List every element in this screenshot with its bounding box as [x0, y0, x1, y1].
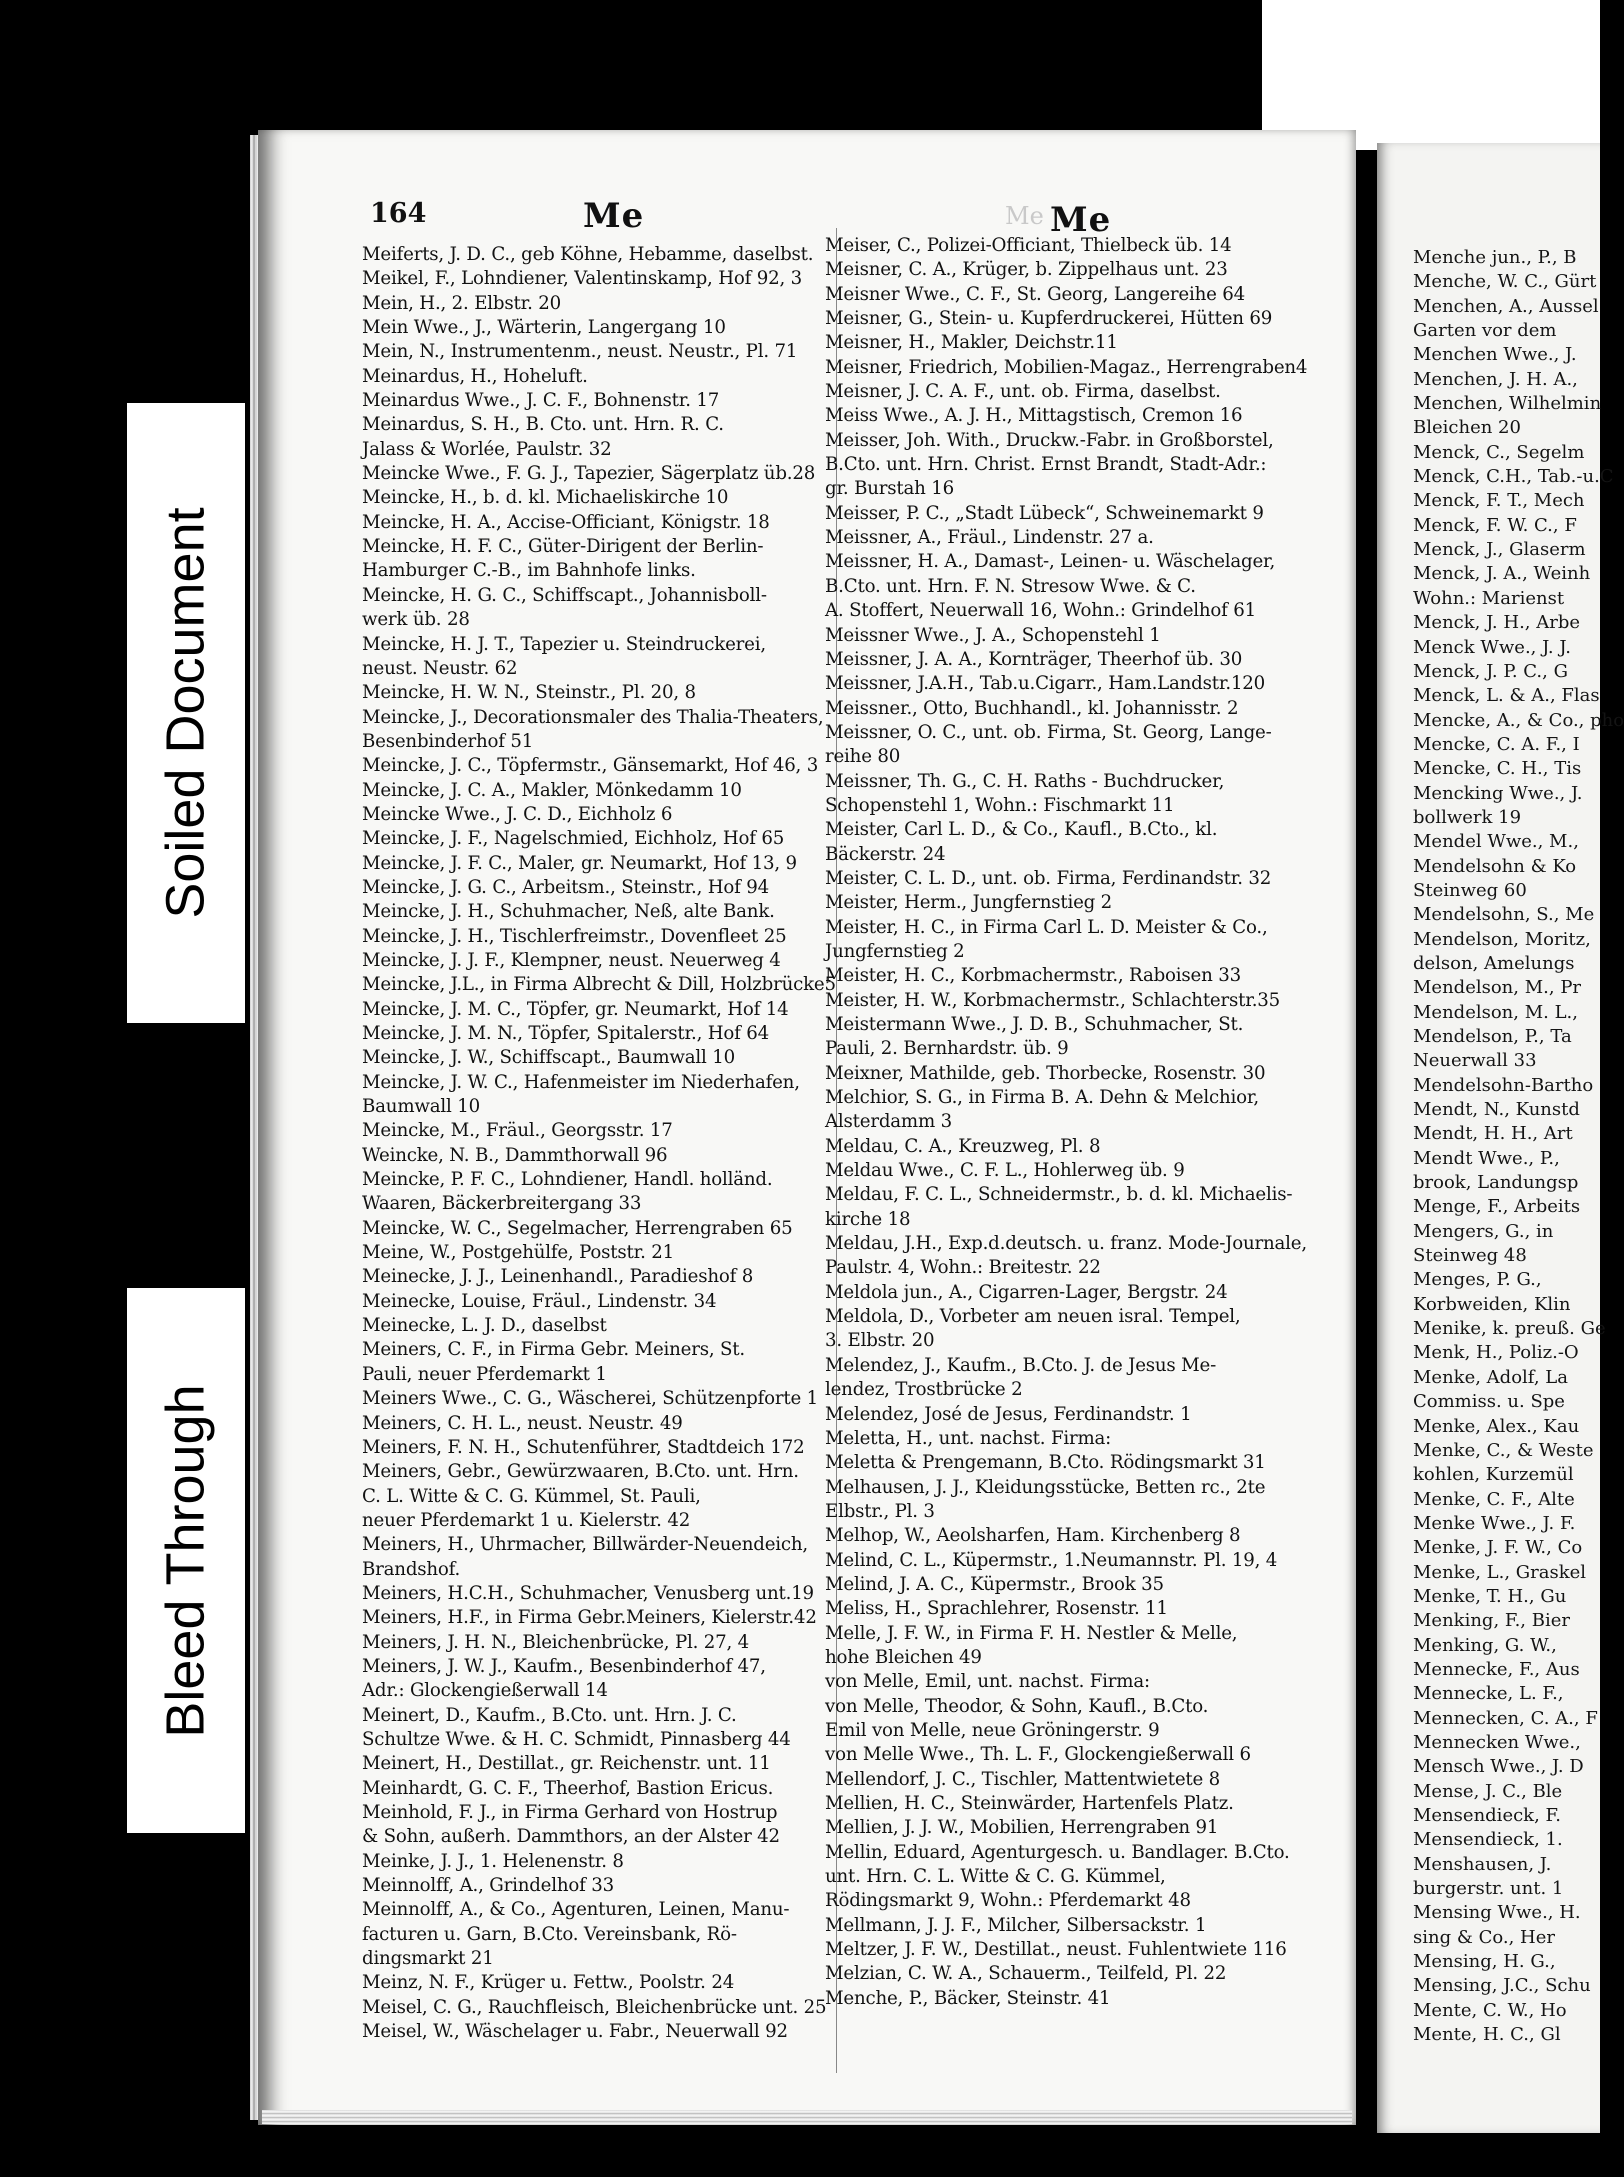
directory-entry-line: Mensing, H. G., — [1413, 1951, 1556, 1973]
directory-entry-line: Meinecke, Louise, Fräul., Lindenstr. 34 — [362, 1290, 717, 1312]
directory-entry-line: Melind, J. A. C., Küpermstr., Brook 35 — [825, 1573, 1164, 1595]
directory-entry-line: Mendelson, Moritz, — [1413, 928, 1591, 950]
directory-entry-line: Melhausen, J. J., Kleidungsstücke, Betten rc., 2te — [825, 1476, 1266, 1498]
directory-entry-line: Meincke, J. H., Tischlerfreimstr., Dovenfleet 25 — [362, 925, 787, 947]
directory-entry-line: Meincke, J. F. C., Maler, gr. Neumarkt, Hof 13, 9 — [362, 852, 797, 874]
directory-entry-line: hohe Bleichen 49 — [825, 1646, 982, 1668]
directory-entry-line: Meiners, J. H. N., Bleichenbrücke, Pl. 27, 4 — [362, 1631, 750, 1653]
directory-entry-line: Menchen, J. H. A., — [1413, 368, 1578, 390]
directory-entry-line: Meinhold, F. J., in Firma Gerhard von Hostrup — [362, 1802, 778, 1823]
directory-entry-line: Neuerwall 33 — [1413, 1050, 1537, 1072]
directory-entry-line: Meine, W., Postgehülfe, Poststr. 21 — [362, 1242, 675, 1264]
directory-entry-line: Meincke, J. G. C., Arbeitsm., Steinstr., Hof 94 — [362, 876, 770, 898]
directory-entry-line: Meister, H. C., in Firma Carl L. D. Meister & Co., — [825, 916, 1268, 938]
directory-entry-line: Meissner, Th. G., C. H. Raths - Buchdrucker, — [825, 770, 1225, 792]
directory-entry-line: Menck, C., Segelm — [1413, 441, 1585, 463]
directory-entry-line: Meiners Wwe., C. G., Wäscherei, Schützenpforte 1 — [362, 1388, 818, 1410]
directory-entry-line: Mendelson, M. L., — [1413, 1001, 1578, 1023]
directory-entry-line: Meisner, C. A., Krüger, b. Zippelhaus unt. 23 — [825, 259, 1228, 281]
directory-entry-line: Meinert, H., Destillat., gr. Reichenstr. unt. 11 — [362, 1753, 771, 1775]
directory-entry-line: Meiners, C. F., in Firma Gebr. Meiners, St. — [362, 1339, 745, 1361]
directory-entry-line: Mein Wwe., J., Wärterin, Langergang 10 — [362, 317, 726, 339]
directory-entry-line: Mendelsohn-Bartho — [1413, 1074, 1594, 1096]
directory-entry-line: Meisner, J. C. A. F., unt. ob. Firma, daselbst. — [825, 381, 1221, 403]
directory-entry-line: Meincke, W. C., Segelmacher, Herrengraben 65 — [362, 1217, 793, 1239]
directory-entry-line: Meister, Herm., Jungfernstieg 2 — [825, 892, 1113, 914]
directory-entry-line: & Sohn, außerh. Dammthors, an der Alster 42 — [362, 1826, 780, 1848]
directory-entry-line: Menchen, Wilhelmin — [1413, 393, 1602, 415]
directory-entry-line: Meincke, J. F., Nagelschmied, Eichholz, Hof 65 — [362, 828, 785, 850]
directory-entry-line: Menike, k. preuß. Ge — [1413, 1318, 1606, 1340]
directory-entry-line: Meissner, O. C., unt. ob. Firma, St. Georg, Lange- — [825, 721, 1272, 743]
directory-entry-line: Menche, P., Bäcker, Steinstr. 41 — [825, 1987, 1111, 2009]
directory-entry-line: Menke, J. F. W., Co — [1413, 1537, 1583, 1559]
directory-entry-line: Jungfernstieg 2 — [825, 940, 965, 962]
directory-entry-line: Emil von Melle, neue Gröningerstr. 9 — [825, 1719, 1160, 1741]
directory-entry-line: Mendt Wwe., P., — [1413, 1147, 1560, 1169]
directory-entry-line: Menck, J. A., Weinh — [1413, 563, 1591, 585]
directory-entry-line: Meikel, F., Lohndiener, Valentinskamp, Hof 92, 3 — [362, 268, 802, 290]
directory-entry-line: Menke, Adolf, La — [1413, 1366, 1568, 1388]
directory-entry-line: Mellin, Eduard, Agenturgesch. u. Bandlager. B.Cto. — [825, 1841, 1290, 1863]
page-number: 164 — [370, 198, 427, 229]
directory-entry-line: Meisel, W., Wäschelager u. Fabr., Neuerwall 92 — [362, 2021, 788, 2043]
directory-entry-line: Mendelsohn & Ko — [1413, 855, 1577, 877]
directory-entry-line: Meinhardt, G. C. F., Theerhof, Bastion Ericus. — [362, 1777, 774, 1799]
directory-entry-line: Mennecken, C. A., F — [1413, 1707, 1598, 1729]
directory-entry-line: bollwerk 19 — [1413, 806, 1522, 828]
directory-entry-line: Mencke, A., & Co., pho — [1413, 709, 1624, 731]
directory-entry-line: Mendelson, P., Ta — [1413, 1026, 1572, 1047]
directory-entry-line: Meletta, H., unt. nachst. Firma: — [825, 1427, 1112, 1449]
directory-entry-line: Meincke, H. A., Accise-Officiant, Königstr. 18 — [362, 511, 770, 533]
directory-entry-line: Mendelsohn, S., Me — [1413, 904, 1595, 926]
directory-entry-line: werk üb. 28 — [362, 609, 470, 631]
directory-entry-line: Brandshof. — [362, 1558, 461, 1580]
middle-column — [825, 234, 1308, 2011]
directory-entry-line: Menck, J. H., Arbe — [1413, 612, 1581, 634]
directory-entry-line: Wohn.: Marienst — [1413, 587, 1565, 609]
directory-entry-line: 3. Elbstr. 20 — [825, 1330, 935, 1352]
directory-entry-line: Hamburger C.-B., im Bahnhofe links. — [362, 560, 696, 582]
directory-entry-line: Menking, G. W., — [1413, 1634, 1557, 1656]
directory-entry-line: Mensing Wwe., H. — [1413, 1902, 1581, 1924]
directory-entry-line: A. Stoffert, Neuerwall 16, Wohn.: Grindelhof 61 — [825, 600, 1257, 622]
directory-entry-line: Melind, C. L., Küpermstr., 1.Neumannstr. Pl. 19, 4 — [825, 1549, 1278, 1571]
directory-entry-line: sing & Co., Her — [1413, 1926, 1555, 1948]
directory-entry-line: Menking, F., Bier — [1413, 1610, 1570, 1632]
directory-entry-line: Schultze Wwe. & H. C. Schmidt, Pinnasberg 44 — [362, 1728, 791, 1750]
directory-entry-line: Mente, C. W., Ho — [1413, 1999, 1567, 2021]
directory-entry-line: Meldau, C. A., Kreuzweg, Pl. 8 — [825, 1135, 1101, 1157]
directory-entry-line: Melendez, José de Jesus, Ferdinandstr. 1 — [825, 1403, 1192, 1425]
directory-entry-line: Mense, J. C., Ble — [1413, 1780, 1563, 1802]
directory-entry-line: Meincke, H. J. T., Tapezier u. Steindruckerei, — [362, 633, 766, 655]
directory-entry-line: Mencke, C. A. F., I — [1413, 733, 1580, 755]
directory-entry-line: kirche 18 — [825, 1208, 911, 1230]
directory-entry-line: neust. Neustr. 62 — [362, 657, 518, 679]
directory-entry-line: Weincke, N. B., Dammthorwall 96 — [362, 1144, 668, 1166]
bleed-through-heading: Me — [1005, 202, 1044, 230]
directory-entry-line: neuer Pferdemarkt 1 u. Kielerstr. 42 — [362, 1509, 691, 1531]
directory-entry-line: Melchior, S. G., in Firma B. A. Dehn & Melchior, — [825, 1087, 1259, 1109]
directory-entry-line: Menck, C.H., Tab.-u.C — [1413, 466, 1614, 488]
directory-entry-line: Meldola jun., A., Cigarren-Lager, Bergstr. 24 — [825, 1281, 1228, 1303]
bleed-through-label — [127, 1288, 245, 1833]
directory-entry-line: Steinweg 48 — [1413, 1245, 1527, 1267]
directory-entry-line: Meissner., Otto, Buchhandl., kl. Johannisstr. 2 — [825, 697, 1239, 719]
directory-entry-line: Menke Wwe., J. F. — [1413, 1512, 1576, 1534]
directory-entry-line: Meiners, C. H. L., neust. Neustr. 49 — [362, 1412, 683, 1434]
directory-entry-line: Steinweg 60 — [1413, 879, 1527, 901]
directory-entry-line: Waaren, Bäckerbreitergang 33 — [362, 1193, 642, 1215]
directory-entry-line: Commiss. u. Spe — [1413, 1391, 1565, 1413]
directory-entry-line: Meinke, J. J., 1. Helenenstr. 8 — [362, 1850, 624, 1872]
directory-entry-line: Meinardus, H., Hoheluft. — [362, 365, 588, 387]
directory-entry-line: Jalass & Worlée, Paulstr. 32 — [362, 438, 612, 460]
directory-entry-line: Meinecke, J. J., Leinenhandl., Paradieshof 8 — [362, 1266, 754, 1288]
directory-entry-line: Bleichen 20 — [1413, 417, 1521, 439]
directory-entry-line: Meister, H. C., Korbmachermstr., Raboisen 33 — [825, 965, 1241, 987]
directory-entry-line: reihe 80 — [825, 746, 901, 768]
directory-entry-line: Meissner, A., Fräul., Lindenstr. 27 a. — [825, 527, 1154, 549]
directory-entry-line: Meincke, P. F. C., Lohndiener, Handl. holländ. — [362, 1169, 773, 1191]
directory-entry-line: Meisner, G., Stein- u. Kupferdruckerei, Hütten 69 — [825, 308, 1273, 330]
directory-entry-line: Meliss, H., Sprachlehrer, Rosenstr. 11 — [825, 1598, 1168, 1620]
directory-entry-line: Menges, P. G., — [1413, 1269, 1542, 1291]
directory-entry-line: von Melle Wwe., Th. L. F., Glockengießerwall 6 — [825, 1744, 1251, 1766]
right-column-heading: Me — [1050, 200, 1112, 240]
directory-entry-line: Mensendieck, 1. — [1413, 1829, 1563, 1851]
directory-entry-line: Melzian, C. W. A., Schauerm., Teilfeld, Pl. 22 — [825, 1963, 1227, 1985]
directory-entry-line: Meister, C. L. D., unt. ob. Firma, Ferdinandstr. 32 — [825, 867, 1272, 889]
directory-entry-line: Meiferts, J. D. C., geb Köhne, Hebamme, daselbst. — [362, 244, 814, 265]
directory-entry-line: gr. Burstah 16 — [825, 478, 954, 500]
directory-entry-line: Korbweiden, Klin — [1413, 1293, 1571, 1315]
directory-entry-line: Menck Wwe., J. J. — [1413, 636, 1571, 658]
directory-entry-line: Menk, H., Poliz.-O — [1413, 1342, 1579, 1364]
directory-entry-line: Meinert, D., Kaufm., B.Cto. unt. Hrn. J. C. — [362, 1704, 737, 1726]
directory-entry-line: Menck, F. T., Mech — [1413, 490, 1585, 512]
directory-entry-line: Meissner, H. A., Damast-, Leinen- u. Wäschelager, — [825, 551, 1276, 573]
directory-entry-line: Meiners, H., Uhrmacher, Billwärder-Neuendeich, — [362, 1534, 808, 1556]
directory-entry-line: Menke, Alex., Kau — [1413, 1415, 1580, 1437]
directory-entry-line: Meiners, H.C.H., Schuhmacher, Venusberg unt.19 — [362, 1582, 814, 1604]
directory-entry-line: Adr.: Glockengießerwall 14 — [362, 1680, 608, 1702]
directory-entry-line: Mencking Wwe., J. — [1413, 782, 1583, 804]
directory-entry-line: Bäckerstr. 24 — [825, 843, 946, 865]
directory-entry-line: Mensing, J.C., Schu — [1413, 1975, 1591, 1997]
directory-entry-line: Rödingsmarkt 9, Wohn.: Pferdemarkt 48 — [825, 1890, 1191, 1912]
directory-entry-line: dingsmarkt 21 — [362, 1948, 494, 1970]
directory-entry-line: Meinardus Wwe., J. C. F., Bohnenstr. 17 — [362, 390, 720, 412]
directory-entry-line: Paulstr. 4, Wohn.: Breitestr. 22 — [825, 1257, 1101, 1279]
directory-entry-line: delson, Amelungs — [1413, 952, 1575, 974]
directory-entry-line: Menke, T. H., Gu — [1413, 1585, 1567, 1607]
soiled-document-label — [127, 403, 245, 1023]
directory-entry-line: Mennecken Wwe., — [1413, 1731, 1581, 1753]
right-page-top-margin — [1262, 0, 1600, 150]
directory-entry-line: Mennecke, F., Aus — [1413, 1658, 1580, 1680]
directory-entry-line: Mengers, G., in — [1413, 1220, 1554, 1242]
directory-entry-line: Meisner, H., Makler, Deichstr.11 — [825, 332, 1118, 354]
directory-entry-line: Mellmann, J. J. F., Milcher, Silbersackstr. 1 — [825, 1914, 1207, 1936]
directory-entry-line: Meldola, D., Vorbeter am neuen isral. Tempel, — [825, 1306, 1241, 1328]
directory-entry-line: Mendt, N., Kunstd — [1413, 1099, 1580, 1121]
directory-entry-line: Meincke, J. C., Töpfermstr., Gänsemarkt, Hof 46, 3 — [362, 755, 819, 777]
directory-entry-line: C. L. Witte & C. G. Kümmel, St. Pauli, — [362, 1485, 701, 1507]
directory-entry-line: Mencke, C. H., Tis — [1413, 758, 1582, 780]
directory-entry-line: Mellien, J. J. W., Mobilien, Herrengraben 91 — [825, 1817, 1219, 1839]
directory-entry-line: Meincke, J. W. C., Hafenmeister im Niederhafen, — [362, 1071, 800, 1093]
bleed-through-text: Bleed Through — [156, 1383, 216, 1738]
directory-entry-line: Melle, J. F. W., in Firma F. H. Nestler & Melle, — [825, 1622, 1238, 1644]
directory-entry-line: Meincke, J. H., Schuhmacher, Neß, alte Bank. — [362, 901, 775, 923]
directory-entry-line: Meincke, H., b. d. kl. Michaeliskirche 10 — [362, 487, 729, 509]
directory-entry-line: Meincke, J. C. A., Makler, Mönkedamm 10 — [362, 779, 742, 801]
directory-entry-line: Meister, H. W., Korbmachermstr., Schlachterstr.35 — [825, 989, 1281, 1011]
directory-entry-line: Melhop, W., Aeolsharfen, Ham. Kirchenberg 8 — [825, 1525, 1241, 1547]
directory-entry-line: B.Cto. unt. Hrn. F. N. Stresow Wwe. & C. — [825, 575, 1196, 597]
directory-entry-line: Meistermann Wwe., J. D. B., Schuhmacher, St. — [825, 1014, 1244, 1035]
directory-entry-line: Menchen, A., Aussel — [1413, 295, 1599, 317]
directory-entry-line: Meisel, C. G., Rauchfleisch, Bleichenbrücke unt. 25 — [362, 1996, 827, 2018]
directory-entry-line: Pauli, 2. Bernhardstr. üb. 9 — [825, 1038, 1069, 1060]
directory-entry-line: kohlen, Kurzemül — [1413, 1464, 1574, 1486]
directory-entry-line: Meisser, P. C., „Stadt Lübeck“, Schweinemarkt 9 — [825, 502, 1264, 524]
directory-entry-line: Menge, F., Arbeits — [1413, 1196, 1581, 1218]
directory-entry-line: Meixner, Mathilde, geb. Thorbecke, Rosenstr. 30 — [825, 1062, 1266, 1084]
directory-entry-line: Meinardus, S. H., B. Cto. unt. Hrn. R. C. — [362, 414, 724, 436]
directory-entry-line: Elbstr., Pl. 3 — [825, 1500, 935, 1522]
directory-entry-line: Meinz, N. F., Krüger u. Fettw., Poolstr. 24 — [362, 1972, 735, 1994]
directory-entry-line: Meincke, J. M. N., Töpfer, Spitalerstr., Hof 64 — [362, 1023, 770, 1044]
directory-entry-line: Mein, H., 2. Elbstr. 20 — [362, 292, 561, 314]
directory-entry-line: Meldau, J.H., Exp.d.deutsch. u. franz. Mode-Journale, — [825, 1233, 1307, 1255]
directory-entry-line: Meissner, J.A.H., Tab.u.Cigarr., Ham.Landstr.120 — [825, 673, 1266, 695]
directory-entry-line: Meincke, J. M. C., Töpfer, gr. Neumarkt, Hof 14 — [362, 998, 789, 1020]
directory-entry-line: Menshausen, J. — [1413, 1853, 1552, 1875]
directory-entry-line: Meinnolff, A., Grindelhof 33 — [362, 1875, 614, 1897]
directory-entry-line: Mendelson, M., Pr — [1413, 977, 1582, 999]
directory-entry-line: Menck, L. & A., Flas — [1413, 685, 1600, 707]
directory-entry-line: Meiners, F. N. H., Schutenführer, Stadtdeich 172 — [362, 1436, 805, 1458]
directory-entry-line: Meincke, J., Decorationsmaler des Thalia-Theaters, — [362, 706, 824, 728]
directory-entry-line: Mendel Wwe., M., — [1413, 831, 1579, 853]
directory-entry-line: Meltzer, J. F. W., Destillat., neust. Fuhlentwiete 116 — [825, 1939, 1287, 1961]
directory-entry-line: lendez, Trostbrücke 2 — [825, 1379, 1023, 1401]
directory-entry-line: Menck, J. P. C., G — [1413, 660, 1568, 682]
directory-entry-line: Menck, J., Glaserm — [1413, 539, 1586, 561]
left-column-heading: Me — [583, 196, 645, 236]
directory-entry-line: B.Cto. unt. Hrn. Christ. Ernst Brandt, Stadt-Adr.: — [825, 454, 1267, 476]
directory-entry-line: Menck, F. W. C., F — [1413, 514, 1577, 536]
directory-entry-line: Meissner Wwe., J. A., Schopenstehl 1 — [825, 624, 1161, 646]
directory-entry-line: Meiners, Gebr., Gewürzwaaren, B.Cto. unt. Hrn. — [362, 1461, 799, 1483]
directory-entry-line: Meiners, J. W. J., Kaufm., Besenbinderhof 47, — [362, 1655, 766, 1677]
directory-entry-line: Menke, C. F., Alte — [1413, 1488, 1575, 1510]
directory-entry-line: Mellendorf, J. C., Tischler, Mattentwietete 8 — [825, 1768, 1221, 1790]
directory-entry-line: Meincke, J.L., in Firma Albrecht & Dill, Holzbrücke5 — [362, 974, 836, 996]
directory-entry-line: Meincke, J. W., Schiffscapt., Baumwall 10 — [362, 1047, 735, 1069]
directory-entry-line: Meldau Wwe., C. F. L., Hohlerweg üb. 9 — [825, 1160, 1185, 1182]
soiled-document-text: Soiled Document — [156, 507, 217, 919]
directory-entry-line: burgerstr. unt. 1 — [1413, 1878, 1564, 1900]
directory-entry-line: Meletta & Prengemann, B.Cto. Rödingsmarkt 31 — [825, 1452, 1266, 1474]
directory-entry-line: Mente, H. C., Gl — [1413, 2024, 1561, 2046]
right-page-column — [1413, 246, 1624, 2047]
directory-entry-line: Mennecke, L. F., — [1413, 1683, 1564, 1705]
left-column — [362, 243, 836, 2044]
directory-entry-line: Meiss Wwe., A. J. H., Mittagstisch, Cremon 16 — [825, 405, 1243, 427]
directory-entry-line: Meincke Wwe., J. C. D., Eichholz 6 — [362, 803, 673, 825]
directory-entry-line: Meisner Wwe., C. F., St. Georg, Langereihe 64 — [825, 283, 1246, 305]
directory-entry-line: Menke, L., Graskel — [1413, 1561, 1587, 1583]
directory-entry-line: von Melle, Emil, unt. nachst. Firma: — [825, 1671, 1150, 1693]
directory-entry-line: Meincke, J. J. F., Klempner, neust. Neuerweg 4 — [362, 949, 781, 971]
directory-entry-line: Pauli, neuer Pferdemarkt 1 — [362, 1363, 607, 1385]
directory-entry-line: Mellien, H. C., Steinwärder, Hartenfels Platz. — [825, 1793, 1234, 1814]
directory-entry-line: von Melle, Theodor, & Sohn, Kaufl., B.Cto. — [825, 1695, 1209, 1717]
directory-entry-line: Mein, N., Instrumentenm., neust. Neustr., Pl. 71 — [362, 341, 798, 363]
directory-entry-line: facturen u. Garn, B.Cto. Vereinsbank, Rö- — [362, 1923, 737, 1945]
directory-entry-line: Meincke, H. W. N., Steinstr., Pl. 20, 8 — [362, 682, 696, 704]
directory-entry-line: Meiners, H.F., in Firma Gebr.Meiners, Kielerstr.42 — [362, 1607, 817, 1629]
directory-entry-line: Menche jun., P., B — [1413, 247, 1577, 268]
directory-entry-line: Melendez, J., Kaufm., B.Cto. J. de Jesus Me- — [825, 1354, 1217, 1376]
directory-entry-line: brook, Landungsp — [1413, 1172, 1579, 1194]
directory-entry-line: Baumwall 10 — [362, 1096, 480, 1118]
directory-entry-line: Meister, Carl L. D., & Co., Kaufl., B.Cto., kl. — [825, 819, 1218, 841]
directory-entry-line: Schopenstehl 1, Wohn.: Fischmarkt 11 — [825, 794, 1175, 816]
directory-entry-line: Meisner, Friedrich, Mobilien-Magaz., Herrengraben4 — [825, 356, 1308, 378]
directory-entry-line: Mensendieck, F. — [1413, 1805, 1561, 1826]
directory-entry-line: Meincke, H. G. C., Schiffscapt., Johannisboll- — [362, 584, 767, 606]
directory-entry-line: Meincke, M., Fräul., Georgsstr. 17 — [362, 1120, 673, 1142]
directory-entry-line: Meincke Wwe., F. G. J., Tapezier, Sägerplatz üb.28 — [362, 463, 816, 485]
directory-entry-line: Meinecke, L. J. D., daselbst — [362, 1315, 607, 1337]
directory-entry-line: Menchen Wwe., J. — [1413, 344, 1577, 366]
directory-entry-line: unt. Hrn. C. L. Witte & C. G. Kümmel, — [825, 1866, 1166, 1888]
directory-entry-line: Meldau, F. C. L., Schneidermstr., b. d. kl. Michaelis- — [825, 1184, 1293, 1206]
directory-entry-line: Mensch Wwe., J. D — [1413, 1756, 1584, 1778]
directory-entry-line: Meincke, H. F. C., Güter-Dirigent der Berlin- — [362, 536, 764, 558]
directory-entry-line: Alsterdamm 3 — [825, 1111, 952, 1133]
page-bottom-edge — [262, 2110, 1352, 2124]
directory-entry-line: Meinnolff, A., & Co., Agenturen, Leinen, Manu- — [362, 1899, 790, 1921]
directory-entry-line: Meiser, C., Polizei-Officiant, Thielbeck üb. 14 — [825, 235, 1232, 256]
directory-entry-line: Meisser, Joh. With., Druckw.-Fabr. in Großborstel, — [825, 429, 1274, 451]
directory-entry-line: Besenbinderhof 51 — [362, 730, 534, 752]
directory-entry-line: Garten vor dem — [1413, 320, 1557, 342]
directory-entry-line: Meissner, J. A. A., Kornträger, Theerhof üb. 30 — [825, 648, 1243, 670]
directory-entry-line: Mendt, H. H., Art — [1413, 1123, 1573, 1145]
directory-entry-line: Menche, W. C., Gürt — [1413, 271, 1597, 293]
directory-entry-line: Menke, C., & Weste — [1413, 1439, 1594, 1461]
